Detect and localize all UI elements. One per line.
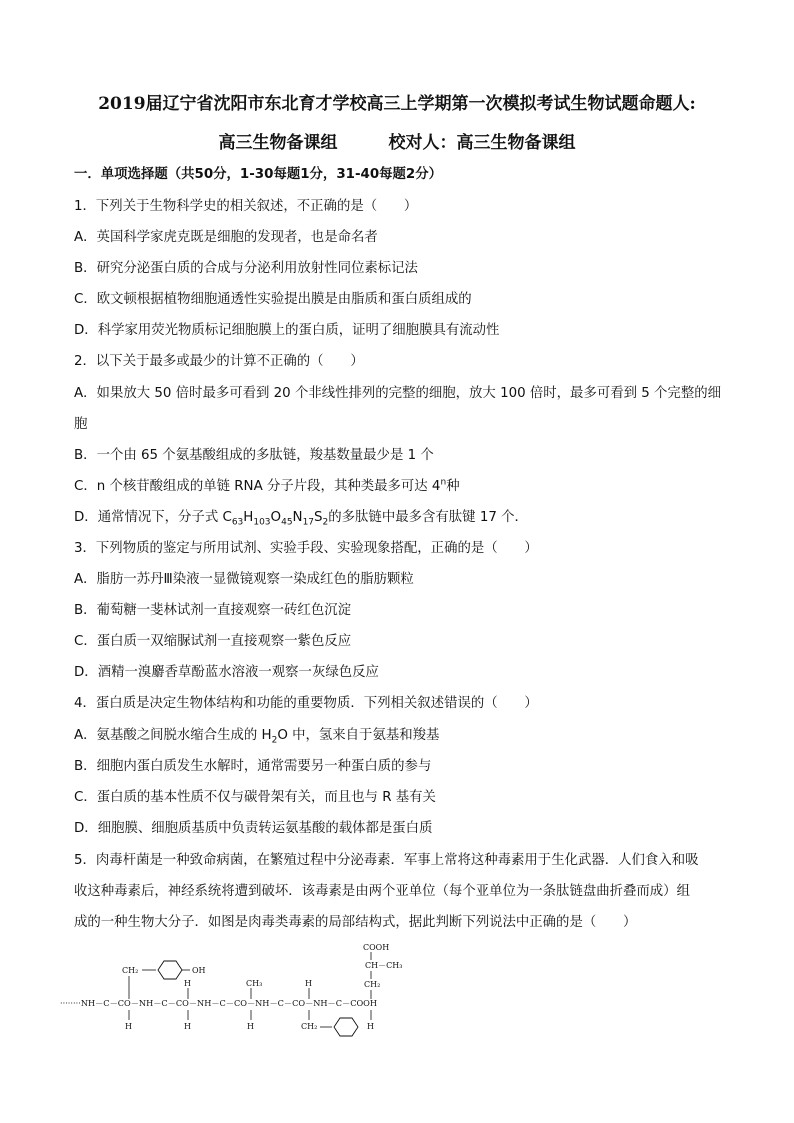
q3-option-b: B．葡萄糖一斐林试剂一直接观察一砖红色沉淀 [74,603,351,618]
q2-option-b: B．一个由 65 个氨基酸组成的多肽链，羧基数量最少是 1 个 [74,448,434,463]
structure-r5-ch2: CH₂ [364,980,381,989]
q3-option-c: C．蛋白质一双缩脲试剂一直接观察一紫色反应 [74,634,352,649]
structure-ch3: CH₃ [246,979,263,988]
q5-stem-line2: 收这种毒素后，神经系统将遭到破坏．该毒素是由两个亚单位（每个亚单位为一条肽链盘曲折叠而成）组 [74,884,690,899]
benzene-ring-icon [334,1018,358,1036]
q4-stem: 4．蛋白质是决定生物体结构和功能的重要物质．下列相关叙述错误的（ ） [74,696,538,711]
q1-option-b: B．研究分泌蛋白质的合成与分泌利用放射性同位素标记法 [74,261,418,276]
structure-r1-ch2: CH₂ [122,966,139,975]
svg-text:H: H [125,1022,132,1031]
benzene-ring-icon [158,961,182,979]
structure-backbone: ········NH－C－CO－NH－C－CO－NH－C－CO－NH－C－CO－NH－C－COOH [60,998,378,1008]
q3-option-a: A．脂肪一苏丹Ⅲ染液一显微镜观察一染成红色的脂肪颗粒 [74,572,414,587]
q4-option-c: C．蛋白质的基本性质不仅与碳骨架有关，而且也与 R 基有关 [74,790,436,805]
q1-stem: 1．下列关于生物科学史的相关叙述，不正确的是（ ） [74,199,418,214]
peptide-structure-figure [60,940,440,1040]
svg-text:H: H [184,979,191,988]
q3-stem: 3．下列物质的鉴定与所用试剂、实验手段、实验现象搭配，正确的是（ ） [74,541,538,556]
q5-stem-line1: 5．肉毒杆菌是一种致命病菌，在繁殖过程中分泌毒素．军事上常将这种毒素用于生化武器．人们食入和吸 [74,853,699,868]
svg-text:H: H [367,1022,374,1031]
q2-stem: 2．以下关于最多或最少的计算不正确的（ ） [74,354,364,369]
svg-text:H: H [184,1022,191,1031]
exam-title-line1: 2019届辽宁省沈阳市东北育才学校高三上学期第一次模拟考试生物试题命题人: [98,94,696,114]
q4-option-d: D．细胞膜、细胞质基质中负责转运氨基酸的载体都是蛋白质 [74,821,433,836]
q1-option-c: C．欧文顿根据植物细胞通透性实验提出膜是由脂质和蛋白质组成的 [74,292,472,307]
svg-text:H: H [247,1022,254,1031]
structure-r4-ch2: CH₂ [301,1022,318,1031]
exam-title-line2: 高三生物备课组 校对人：高三生物备课组 [218,133,576,153]
q2-option-a: A．如果放大 50 倍时最多可看到 20 个非线性排列的完整的细胞，放大 100 倍时，最多可看到 5 个完整的细 [74,386,721,401]
q1-option-d: D．科学家用荧光物质标记细胞膜上的蛋白质，证明了细胞膜具有流动性 [74,323,500,338]
q2-option-d: D．通常情况下，分子式 $C_{63}H_{103}O_{45}N_{17}S_2$的多肽链中最多含有肽键 17 个． [74,510,528,528]
structure-cooh-top: COOH [363,943,390,952]
q1-option-a: A．英国科学家虎克既是细胞的发现者，也是命名者 [74,230,378,245]
q5-stem-line3: 成的一种生物大分子．如图是肉毒类毒素的局部结构式，据此判断下列说法中正确的是（ ） [74,915,637,930]
q2-option-c: C．n 个核苷酸组成的单链 RNA 分子片段，其种类最多可达 4$^n$种 [74,477,460,494]
structure-ch-ch3: CH－CH₃ [365,961,403,970]
svg-text:H: H [305,979,312,988]
section-heading: 一．单项选择题（共50分，1-30每题1分，31-40每题2分） [74,167,443,182]
q4-option-b: B．细胞内蛋白质发生水解时，通常需要另一种蛋白质的参与 [74,759,432,774]
q2-option-a-cont: 胞 [74,417,88,432]
q3-option-d: D．酒精一溴麝香草酚蓝水溶液一观察一灰绿色反应 [74,665,379,680]
structure-oh: OH [192,966,206,975]
q4-option-a: A．氨基酸之间脱水缩合生成的 $H_2O$ 中，氢来自于氨基和羧基 [74,728,440,746]
